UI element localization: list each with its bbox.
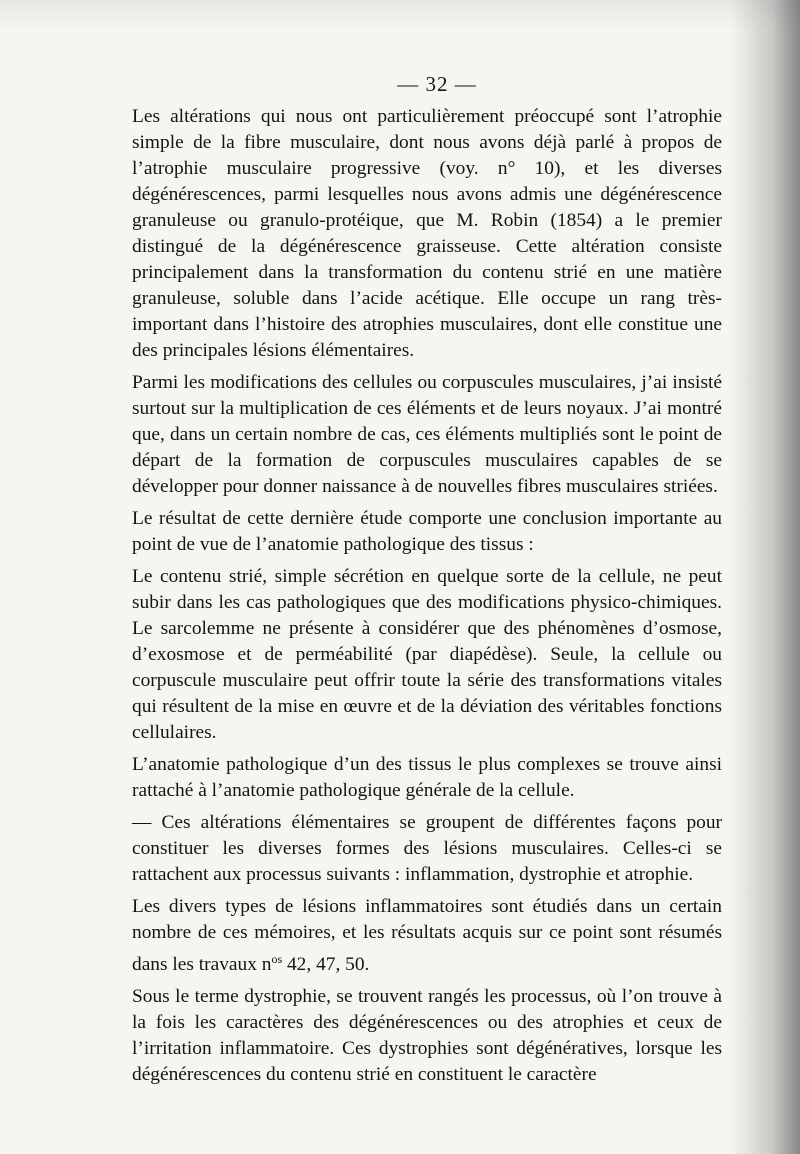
page-number: — 32 —: [397, 72, 477, 96]
paragraph-2: Parmi les modifications des cellules ou corpuscules musculaires, j’ai insisté surtout sur la multiplication de ces éléments et de leurs noyaux. J’ai montré que, dans un certain nombre de cas, ces éléments multipliés sont le point de départ de la formation de corpuscules musculaires capables de se développer pour donner naissance à de nouvelles fibres musculaires striées.: [132, 372, 722, 497]
paragraph-1: Les altérations qui nous ont particulièrement préoccupé sont l’atrophie simple de la fibre musculaire, dont nous avons déjà parlé à propos de l’atrophie musculaire progressive (voy. n° 10), et les diverses dégénérescences, parmi lesquelles nous avons admis une dégénérescence granuleuse ou granulo-protéique, que M. Robin (1854) a le premier distingué de la dégénérescence graisseuse. Cette altération consiste principalement dans la transformation du contenu strié en une matière granuleuse, soluble dans l’acide acétique. Elle occupe un rang très-important dans l’histoire des atrophies musculaires, dont elle constitue une des principales lésions élémentaires.: [132, 106, 722, 361]
paragraph-3: Le résultat de cette dernière étude comporte une conclusion importante au point de vue de l’anatomie pathologique des tissus :: [132, 508, 722, 555]
page-gutter-shadow: [730, 0, 800, 1154]
document-page: [132, 64, 722, 1088]
paragraph-7-text: Les divers types de lésions inflammatoires sont étudiés dans un certain nombre de ces mémoires, et les résultats acquis sur ce point sont résumés dans les travaux n: [132, 896, 722, 975]
paragraph-5: L’anatomie pathologique d’un des tissus le plus complexes se trouve ainsi rattaché à l’anatomie pathologique générale de la cellule.: [132, 754, 722, 801]
reference-numbers: 42, 47, 50.: [282, 954, 370, 975]
paragraph-6: — Ces altérations élémentaires se groupent de différentes façons pour constituer les diverses formes des lésions musculaires. Celles-ci se rattachent aux processus suivants : inflammation, dystrophie et atrophie.: [132, 812, 722, 885]
paragraph-4: Le contenu strié, simple sécrétion en quelque sorte de la cellule, ne peut subir dans les cas pathologiques que des modifications physico-chimiques. Le sarcolemme ne présente à considérer que des phénomènes d’osmose, d’exosmose et de perméabilité (par diapédèse). Seule, la cellule ou corpuscule musculaire peut offrir toute la série des transformations vitales qui résultent de la mise en œuvre et de la déviation des véritables fonctions cellulaires.: [132, 566, 722, 743]
paragraph-7: [132, 894, 722, 978]
reference-superscript: os: [271, 952, 283, 966]
page-top-shadow: [0, 0, 800, 30]
paragraph-8: Sous le terme dystrophie, se trouvent rangés les processus, où l’on trouve à la fois les caractères des dégénérescences ou des atrophies et ceux de l’irritation inflammatoire. Ces dystrophies sont dégénératives, lorsque les dégénérescences du contenu strié en constituent le caractère: [132, 986, 722, 1085]
body-text: [132, 104, 722, 1088]
